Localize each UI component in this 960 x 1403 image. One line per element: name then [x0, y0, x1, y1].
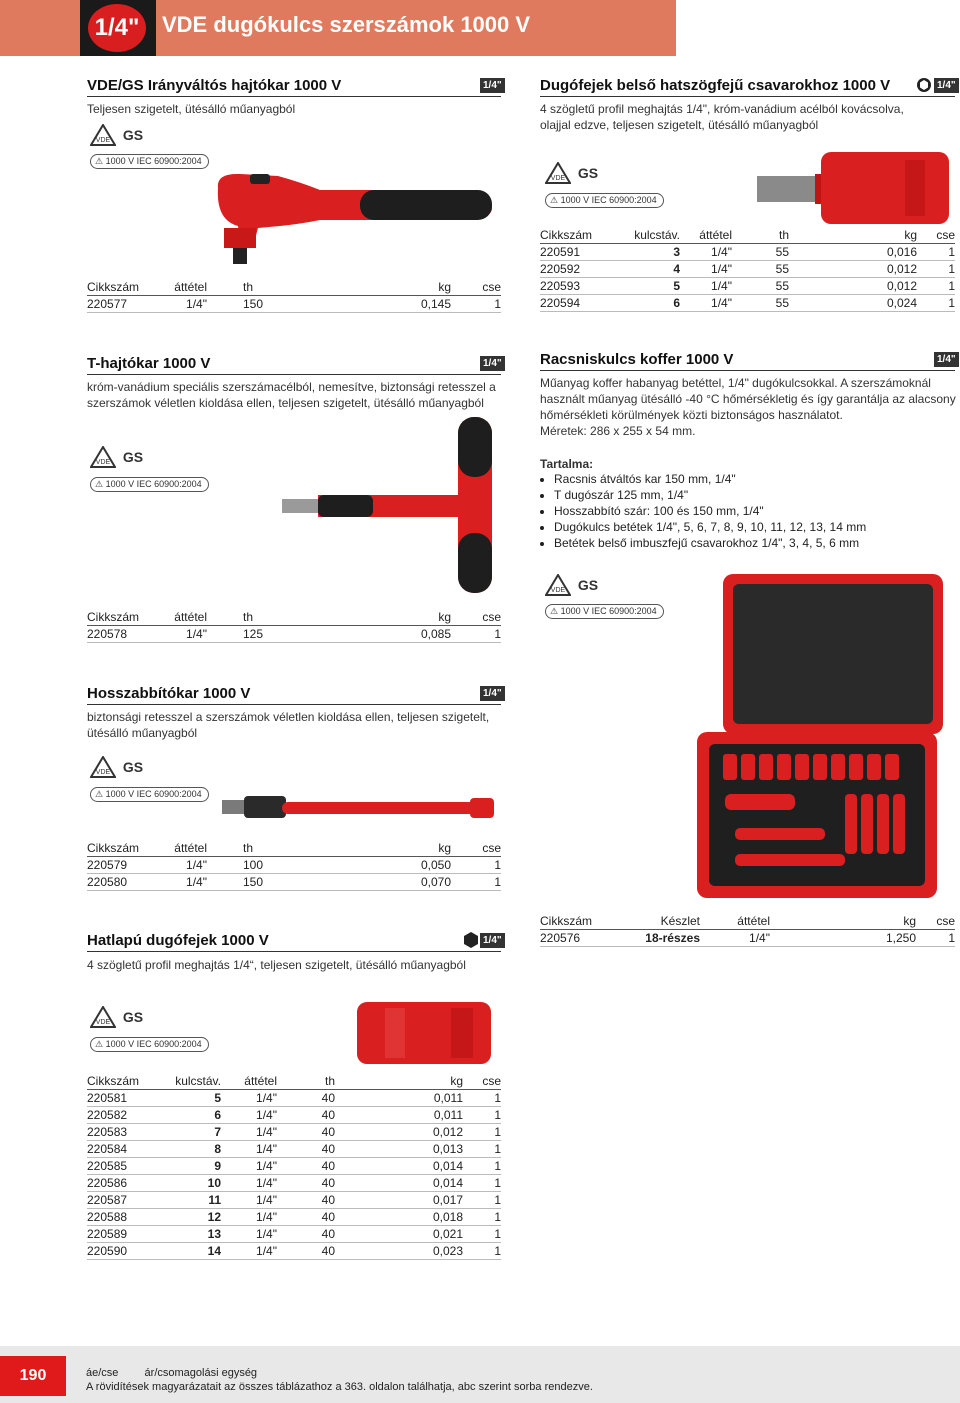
- hex-socket-icon: [916, 77, 932, 93]
- column-header: Cikkszám: [87, 840, 157, 857]
- tool-case-description-line2: használt műanyag ütésálló -40 °C hőmérsékletig és így garantálja az alacsony: [540, 392, 956, 406]
- table-cell: 1: [463, 1124, 501, 1141]
- table-cell: 1/4": [221, 1192, 277, 1209]
- column-header: th: [207, 840, 363, 857]
- t-handle-description-line1: króm-vanádium speciális szerszámacélból, nemesítve, biztonsági retesszel a: [87, 380, 496, 394]
- table-cell: 10: [157, 1175, 221, 1192]
- table-cell: 220591: [540, 244, 610, 261]
- tool-case-contents-title: Tartalma:: [540, 457, 594, 471]
- table-cell: 40: [277, 1141, 335, 1158]
- page-title: VDE dugókulcs szerszámok 1000 V: [162, 12, 531, 37]
- table-cell: 9: [157, 1158, 221, 1175]
- table-cell: 1,250: [770, 930, 916, 947]
- extension-bar-image: [220, 788, 500, 828]
- certification-marks: [90, 124, 144, 146]
- column-header: Készlet: [610, 913, 700, 930]
- table-row: [87, 1192, 501, 1209]
- column-header: kg: [770, 913, 916, 930]
- table-cell: 1: [451, 874, 501, 891]
- table-body: [540, 244, 955, 312]
- table-row: [87, 296, 501, 313]
- abbreviation-meaning: ár/csomagolási egység: [144, 1367, 258, 1379]
- table-cell: 40: [277, 1107, 335, 1124]
- table-cell: 1: [917, 244, 955, 261]
- tool-case-image: [695, 572, 945, 902]
- table-cell: 1/4": [157, 874, 207, 891]
- column-header: Cikkszám: [87, 1073, 157, 1090]
- column-header: kg: [363, 609, 451, 626]
- table-cell: 1/4": [680, 244, 732, 261]
- table-cell: 5: [610, 278, 680, 295]
- table-cell: 7: [157, 1124, 221, 1141]
- column-header: áttétel: [157, 279, 207, 296]
- section-divider: [540, 96, 955, 97]
- gs-mark-icon: [122, 124, 144, 146]
- certification-marks: [545, 162, 599, 184]
- table-cell: 0,021: [335, 1226, 463, 1243]
- table-header-row: [87, 609, 501, 626]
- table-cell: 1: [463, 1107, 501, 1124]
- column-header: th: [732, 227, 789, 244]
- column-header: th: [277, 1073, 335, 1090]
- table-cell: 0,012: [789, 278, 917, 295]
- table-header-row: [87, 279, 501, 296]
- list-item: • Betétek belső imbuszfejű csavarokhoz 1/4", 3, 4, 5, 6 mm: [554, 535, 866, 551]
- gs-mark-icon: [577, 574, 599, 596]
- t-handle-description-line2: szerszámok véletlen kioldása ellen, teljesen szigetelt, ütésálló műanyagból: [87, 396, 484, 410]
- table-row: [87, 1107, 501, 1124]
- table-cell: 220586: [87, 1175, 157, 1192]
- vde-triangle-icon: [545, 574, 571, 596]
- table-cell: 40: [277, 1175, 335, 1192]
- table-cell: 0,145: [363, 296, 451, 313]
- abbreviation-code: áe/cse: [86, 1367, 119, 1379]
- table-cell: 1/4": [700, 930, 770, 947]
- drive-badge: 1/4": [480, 933, 505, 948]
- table-cell: 220584: [87, 1141, 157, 1158]
- table-cell: 1: [917, 261, 955, 278]
- table-cell: 150: [207, 874, 363, 891]
- table-cell: 220578: [87, 626, 157, 643]
- table-row: [540, 295, 955, 312]
- table-cell: 0,011: [335, 1090, 463, 1107]
- table-cell: 1: [463, 1226, 501, 1243]
- list-item: • T dugószár 125 mm, 1/4": [554, 487, 866, 503]
- table-cell: 18-részes: [610, 930, 700, 947]
- abbreviation-key: [86, 1367, 257, 1379]
- list-item: • Racsnis átváltós kar 150 mm, 1/4": [554, 471, 866, 487]
- table-cell: 1: [917, 295, 955, 312]
- column-header: Cikkszám: [87, 279, 157, 296]
- table-cell: 220579: [87, 857, 157, 874]
- table-row: [540, 244, 955, 261]
- table-row: [87, 1209, 501, 1226]
- hexagon-icon: [462, 931, 480, 949]
- column-header: Cikkszám: [540, 913, 610, 930]
- table-cell: 0,012: [789, 261, 917, 278]
- table-cell: 12: [157, 1209, 221, 1226]
- certification-marks: [90, 1006, 144, 1028]
- iec-standard-label: 1000 V IEC 60900:2004: [560, 606, 657, 616]
- table-cell: 8: [157, 1141, 221, 1158]
- table-cell: 1/4": [221, 1226, 277, 1243]
- page-number: 190: [0, 1356, 66, 1396]
- svg-text:GS: GS: [577, 165, 599, 181]
- iec-standard-label: 1000 V IEC 60900:2004: [105, 1039, 202, 1049]
- table-cell: 220576: [540, 930, 610, 947]
- column-header: kg: [363, 840, 451, 857]
- table-cell: 40: [277, 1124, 335, 1141]
- svg-text:VDE: VDE: [95, 137, 111, 144]
- table-cell: 220590: [87, 1243, 157, 1260]
- table-cell: 1: [916, 930, 955, 947]
- table-cell: 1/4": [221, 1209, 277, 1226]
- table-cell: 220577: [87, 296, 157, 313]
- hex-bit-sockets-description-line1: 4 szögletű profil meghajtás 1/4", króm-vanádium acélból kovácsolva,: [540, 102, 904, 116]
- table-cell: 1/4": [680, 261, 732, 278]
- svg-text:VDE: VDE: [550, 587, 566, 594]
- table-cell: 0,011: [335, 1107, 463, 1124]
- column-header: áttétel: [157, 840, 207, 857]
- certification-marks: [545, 574, 599, 596]
- table-cell: 55: [732, 278, 789, 295]
- hex-sockets-spec-table: [87, 1073, 501, 1260]
- extension-bar-title: Hosszabbítókar 1000 V: [87, 685, 251, 702]
- table-cell: 1: [451, 296, 501, 313]
- table-cell: 1: [463, 1158, 501, 1175]
- table-cell: 6: [610, 295, 680, 312]
- column-header: kulcstáv.: [610, 227, 680, 244]
- hex-bit-sockets-description-line2: olajjal edzve, teljesen szigetelt, ütésálló műanyagból: [540, 118, 819, 132]
- column-header: áttétel: [157, 609, 207, 626]
- gs-mark-icon: [122, 446, 144, 468]
- table-cell: 125: [207, 626, 363, 643]
- table-cell: 14: [157, 1243, 221, 1260]
- ratchet-spec-table: [87, 279, 501, 313]
- section-divider: [87, 374, 501, 375]
- table-header-row: [87, 1073, 501, 1090]
- table-cell: 220585: [87, 1158, 157, 1175]
- table-cell: 1: [463, 1175, 501, 1192]
- drive-badge: 1/4": [480, 686, 505, 701]
- vde-triangle-icon: [90, 124, 116, 146]
- iec-standard-badge: ⚠ 1000 V IEC 60900:2004: [545, 193, 664, 208]
- table-cell: 1: [463, 1141, 501, 1158]
- footer-note: A rövidítések magyarázatait az összes táblázathoz a 363. oldalon találhatja, abc szerint sorba rendezve.: [86, 1381, 593, 1393]
- table-cell: 5: [157, 1090, 221, 1107]
- table-header-row: [87, 840, 501, 857]
- table-cell: 1/4": [221, 1243, 277, 1260]
- table-row: [87, 1141, 501, 1158]
- drive-badge: 1/4": [480, 78, 505, 93]
- table-row: [87, 1158, 501, 1175]
- tool-case-contents-list: [540, 471, 866, 551]
- extension-bar-spec-table: [87, 840, 501, 891]
- table-cell: 1/4": [221, 1107, 277, 1124]
- column-header: Cikkszám: [87, 609, 157, 626]
- tool-case-dimensions: Méretek: 286 x 255 x 54 mm.: [540, 424, 696, 438]
- table-cell: 55: [732, 261, 789, 278]
- tool-case-description-line1: Műanyag koffer habanyag betéttel, 1/4" dugókulcsokkal. A szerszámoknál: [540, 376, 931, 390]
- table-cell: 0,017: [335, 1192, 463, 1209]
- vde-triangle-icon: [545, 162, 571, 184]
- hex-bit-sockets-spec-table: [540, 227, 955, 312]
- table-cell: 0,014: [335, 1175, 463, 1192]
- table-cell: 0,018: [335, 1209, 463, 1226]
- table-cell: 40: [277, 1209, 335, 1226]
- table-row: [87, 626, 501, 643]
- column-header: cse: [451, 279, 501, 296]
- iec-standard-label: 1000 V IEC 60900:2004: [105, 156, 202, 166]
- column-header: cse: [917, 227, 955, 244]
- t-handle-image: [280, 415, 495, 595]
- hex-socket-image: [355, 998, 495, 1068]
- table-cell: 220587: [87, 1192, 157, 1209]
- table-cell: 0,070: [363, 874, 451, 891]
- table-cell: 40: [277, 1226, 335, 1243]
- column-header: kg: [363, 279, 451, 296]
- table-cell: 55: [732, 244, 789, 261]
- drive-badge: 1/4": [934, 78, 959, 93]
- table-cell: 1: [463, 1243, 501, 1260]
- iec-standard-badge: ⚠ 1000 V IEC 60900:2004: [90, 154, 209, 169]
- section-divider: [87, 951, 501, 952]
- table-cell: 0,013: [335, 1141, 463, 1158]
- gs-mark-icon: [122, 1006, 144, 1028]
- column-header: áttétel: [700, 913, 770, 930]
- table-cell: 220581: [87, 1090, 157, 1107]
- ratchet-description: Teljesen szigetelt, ütésálló műanyagból: [87, 102, 296, 116]
- table-cell: 100: [207, 857, 363, 874]
- column-header: cse: [451, 840, 501, 857]
- column-header: th: [207, 279, 363, 296]
- t-handle-title: T-hajtókar 1000 V: [87, 355, 211, 372]
- svg-text:GS: GS: [577, 577, 599, 593]
- section-divider: [87, 96, 501, 97]
- table-cell: 40: [277, 1090, 335, 1107]
- table-row: [87, 1175, 501, 1192]
- column-header: kg: [789, 227, 917, 244]
- column-header: Cikkszám: [540, 227, 610, 244]
- table-cell: 0,023: [335, 1243, 463, 1260]
- table-row: [87, 874, 501, 891]
- table-cell: 1: [463, 1209, 501, 1226]
- table-cell: 220593: [540, 278, 610, 295]
- table-cell: 220592: [540, 261, 610, 278]
- tool-case-spec-table: [540, 913, 955, 947]
- table-row: [87, 857, 501, 874]
- table-row: [87, 1243, 501, 1260]
- table-header-row: [540, 227, 955, 244]
- table-row: [87, 1124, 501, 1141]
- table-cell: 220589: [87, 1226, 157, 1243]
- list-item: • Dugókulcs betétek 1/4", 5, 6, 7, 8, 9, 10, 11, 12, 13, 14 mm: [554, 519, 866, 535]
- table-cell: 1/4": [680, 295, 732, 312]
- table-cell: 1: [917, 278, 955, 295]
- vde-triangle-icon: [90, 446, 116, 468]
- column-header: áttétel: [221, 1073, 277, 1090]
- iec-standard-label: 1000 V IEC 60900:2004: [560, 195, 657, 205]
- vde-triangle-icon: [90, 1006, 116, 1028]
- hex-bit-socket-image: [755, 148, 955, 228]
- page-footer: [0, 1346, 960, 1403]
- table-cell: 220588: [87, 1209, 157, 1226]
- table-cell: 220580: [87, 874, 157, 891]
- table-cell: 1/4": [157, 296, 207, 313]
- certification-marks: [90, 756, 144, 778]
- table-cell: 1/4": [157, 857, 207, 874]
- table-body: [87, 1090, 501, 1260]
- table-cell: 150: [207, 296, 363, 313]
- list-item: • Hosszabbító szár: 100 és 150 mm, 1/4": [554, 503, 866, 519]
- table-row: [87, 1226, 501, 1243]
- table-cell: 0,024: [789, 295, 917, 312]
- drive-badge: 1/4": [480, 356, 505, 371]
- column-header: kulcstáv.: [157, 1073, 221, 1090]
- svg-text:VDE: VDE: [95, 1019, 111, 1026]
- column-header: cse: [451, 609, 501, 626]
- table-cell: 11: [157, 1192, 221, 1209]
- table-cell: 0,085: [363, 626, 451, 643]
- gs-mark-icon: [577, 162, 599, 184]
- table-cell: 1: [463, 1192, 501, 1209]
- table-cell: 3: [610, 244, 680, 261]
- drive-size-logo-text: 1/4": [88, 4, 146, 52]
- table-cell: 4: [610, 261, 680, 278]
- iec-standard-badge: ⚠ 1000 V IEC 60900:2004: [545, 604, 664, 619]
- table-cell: 1/4": [221, 1158, 277, 1175]
- table-cell: 55: [732, 295, 789, 312]
- table-cell: 1/4": [221, 1175, 277, 1192]
- table-cell: 1/4": [680, 278, 732, 295]
- extension-bar-description-line2: ütésálló műanyagból: [87, 726, 198, 740]
- svg-text:GS: GS: [122, 127, 144, 143]
- table-row: [540, 278, 955, 295]
- certification-marks: [90, 446, 144, 468]
- iec-standard-badge: ⚠ 1000 V IEC 60900:2004: [90, 787, 209, 802]
- hex-sockets-title: Hatlapú dugófejek 1000 V: [87, 932, 269, 949]
- table-cell: 220594: [540, 295, 610, 312]
- table-cell: 0,014: [335, 1158, 463, 1175]
- tool-case-description-line3: hőmérsékleti körülmények közti biztonságos használatot.: [540, 408, 843, 422]
- gs-mark-icon: [122, 756, 144, 778]
- table-cell: 6: [157, 1107, 221, 1124]
- extension-bar-description-line1: biztonsági retesszel a szerszámok véletlen kioldása ellen, teljesen szigetelt,: [87, 710, 490, 724]
- vde-triangle-icon: [90, 756, 116, 778]
- drive-badge: 1/4": [934, 352, 959, 367]
- table-cell: 40: [277, 1158, 335, 1175]
- column-header: kg: [335, 1073, 463, 1090]
- table-row: [87, 1090, 501, 1107]
- table-cell: 1/4": [221, 1090, 277, 1107]
- table-cell: 1/4": [221, 1124, 277, 1141]
- iec-standard-label: 1000 V IEC 60900:2004: [105, 479, 202, 489]
- column-header: th: [207, 609, 363, 626]
- column-header: cse: [916, 913, 955, 930]
- svg-text:VDE: VDE: [95, 459, 111, 466]
- table-header-row: [540, 913, 955, 930]
- table-row: [540, 930, 955, 947]
- t-handle-spec-table: [87, 609, 501, 643]
- svg-text:VDE: VDE: [95, 769, 111, 776]
- iec-standard-label: 1000 V IEC 60900:2004: [105, 789, 202, 799]
- tool-case-title: Racsniskulcs koffer 1000 V: [540, 351, 734, 368]
- section-divider: [540, 370, 955, 371]
- table-cell: 40: [277, 1243, 335, 1260]
- table-cell: 1: [451, 626, 501, 643]
- iec-standard-badge: ⚠ 1000 V IEC 60900:2004: [90, 1037, 209, 1052]
- page-header: [0, 0, 676, 56]
- ratchet-title: VDE/GS Irányváltós hajtókar 1000 V: [87, 77, 342, 94]
- svg-text:VDE: VDE: [550, 175, 566, 182]
- column-header: cse: [463, 1073, 501, 1090]
- ratchet-image: [210, 168, 495, 273]
- section-divider: [87, 704, 501, 705]
- table-cell: 220583: [87, 1124, 157, 1141]
- table-cell: 0,016: [789, 244, 917, 261]
- hex-bit-sockets-title: Dugófejek belső hatszögfejű csavarokhoz 1000 V: [540, 77, 891, 94]
- iec-standard-badge: ⚠ 1000 V IEC 60900:2004: [90, 477, 209, 492]
- table-cell: 13: [157, 1226, 221, 1243]
- table-cell: 1: [463, 1090, 501, 1107]
- table-cell: 220582: [87, 1107, 157, 1124]
- table-cell: 1/4": [221, 1141, 277, 1158]
- table-cell: 0,050: [363, 857, 451, 874]
- table-cell: 0,012: [335, 1124, 463, 1141]
- drive-size-logo: [80, 0, 156, 56]
- svg-text:GS: GS: [122, 759, 144, 775]
- table-cell: 40: [277, 1192, 335, 1209]
- table-cell: 1/4": [157, 626, 207, 643]
- table-cell: 1: [451, 857, 501, 874]
- column-header: áttétel: [680, 227, 732, 244]
- svg-text:GS: GS: [122, 1009, 144, 1025]
- table-row: [540, 261, 955, 278]
- hex-sockets-description: 4 szögletű profil meghajtás 1/4“, teljesen szigetelt, ütésálló műanyagból: [87, 958, 466, 972]
- svg-text:GS: GS: [122, 449, 144, 465]
